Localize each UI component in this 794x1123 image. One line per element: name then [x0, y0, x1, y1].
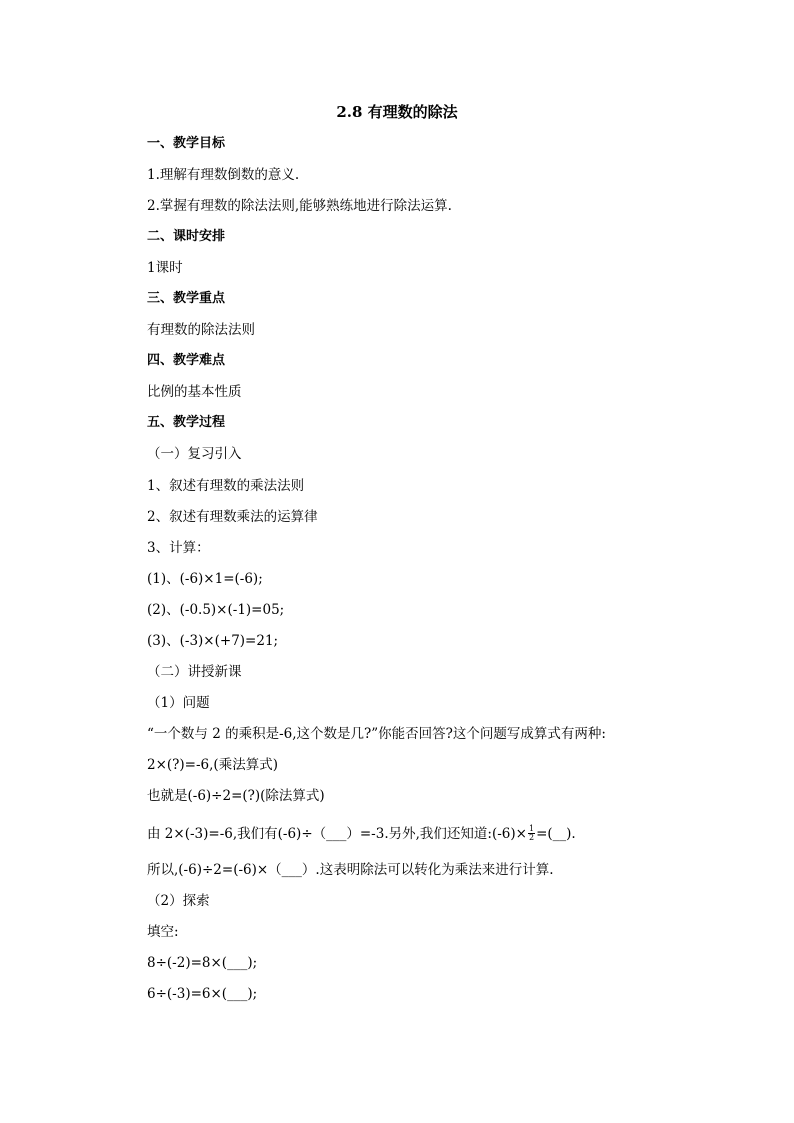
- question-text: “一个数与 2 的乘积是-6,这个数是几?”你能否回答?这个问题写成算式有两种:: [147, 726, 606, 742]
- objective-line-1: 1.理解有理数倒数的意义.: [147, 167, 300, 183]
- fill-blank-item-2: 6÷(-3)=6×(___);: [147, 986, 258, 1002]
- fraction-line-before: 由 2×(-3)=-6,我们有(-6)÷（___）=-3.另外,我们还知道:(-6)×: [147, 826, 527, 842]
- question-heading: （1）问题: [147, 695, 210, 711]
- subsection-new-lesson: （二）讲授新课: [147, 664, 242, 680]
- multiplication-expression: 2×(?)=-6,(乘法算式): [147, 757, 278, 773]
- conclusion-line: 所以,(-6)÷2=(-6)×（___）.这表明除法可以转化为乘法来进行计算.: [147, 862, 554, 878]
- review-item-3: 3、计算：: [147, 540, 210, 556]
- fraction-line-after: =(__).: [536, 826, 576, 842]
- schedule-line: 1课时: [147, 260, 183, 276]
- subsection-review: （一）复习引入: [147, 446, 242, 462]
- fraction-line: [147, 826, 576, 843]
- fraction-numerator: 1: [528, 824, 535, 833]
- fraction-denominator: 2: [528, 833, 535, 842]
- fill-blank-item-1: 8÷(-2)=8×(___);: [147, 955, 258, 971]
- section-heading-key-points: 三、教学重点: [147, 291, 226, 306]
- section-heading-schedule: 二、课时安排: [147, 229, 226, 244]
- section-heading-difficulties: 四、教学难点: [147, 353, 226, 368]
- calc-item-2: (2)、(-0.5)×(-1)=05;: [147, 602, 285, 618]
- calc-item-1: (1)、(-6)×1=(-6);: [147, 571, 263, 587]
- fill-blank-label: 填空:: [147, 924, 179, 940]
- key-points-line: 有理数的除法法则: [147, 322, 255, 338]
- calc-item-3: (3)、(-3)×(+7)=21;: [147, 633, 279, 649]
- review-item-2: 2、叙述有理数乘法的运算律: [147, 509, 318, 525]
- subsection-explore: （2）探索: [147, 893, 210, 909]
- fraction-one-half: [528, 825, 535, 842]
- section-heading-objectives: 一、教学目标: [147, 136, 226, 151]
- difficulties-line: 比例的基本性质: [147, 384, 242, 400]
- objective-line-2: 2.掌握有理数的除法法则,能够熟练地进行除法运算.: [147, 198, 452, 214]
- section-heading-process: 五、教学过程: [147, 415, 226, 430]
- review-item-1: 1、叙述有理数的乘法法则: [147, 478, 305, 494]
- division-expression: 也就是(-6)÷2=(?)(除法算式): [147, 788, 325, 804]
- document-title: 2.8 有理数的除法: [336, 103, 458, 121]
